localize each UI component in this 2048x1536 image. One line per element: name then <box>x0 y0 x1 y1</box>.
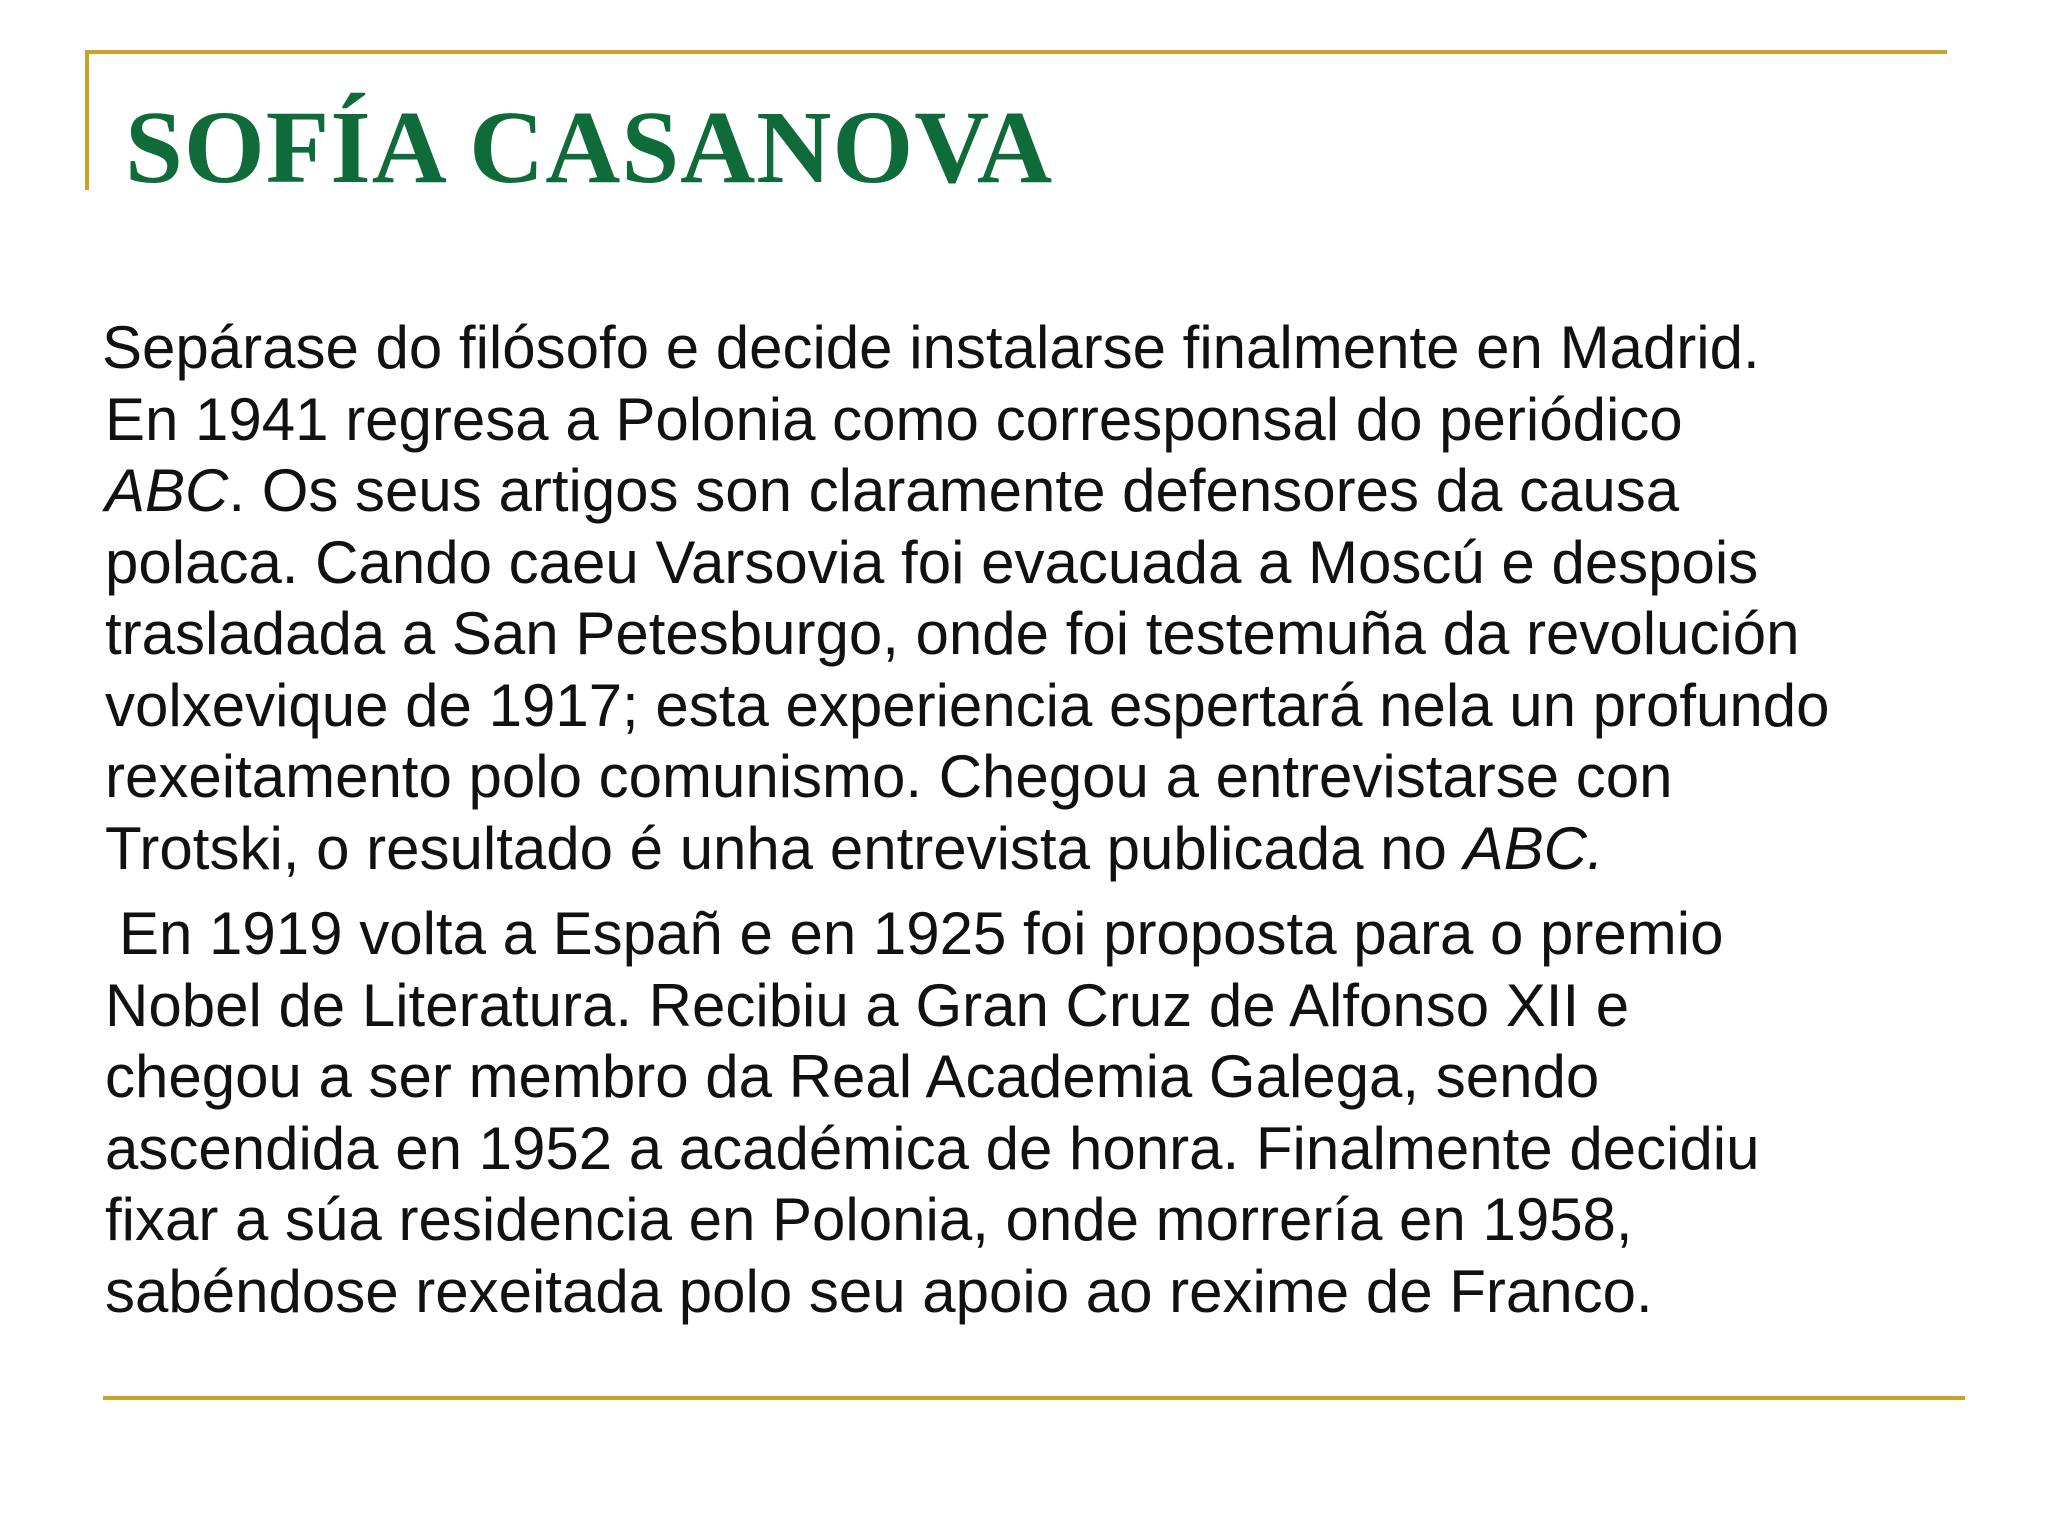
paragraph-1 <box>102 312 2025 884</box>
title-accent-bar <box>85 50 89 190</box>
paragraph-1-line-8-text: Trotski, o resultado é unha entrevista publicada no <box>105 814 1464 882</box>
paragraph-1-line-3 <box>105 455 2025 527</box>
abc-newspaper-name: ABC <box>105 457 229 524</box>
paragraph-1-line-5: trasladada a San Petesburgo, onde foi testemuña da revolución <box>105 600 1800 667</box>
paragraph-2-line-1: En 1919 volta a Españ e en 1925 foi proposta para o premio <box>119 900 1724 967</box>
slide-title: SOFÍA CASANOVA <box>125 90 1054 205</box>
paragraph-1-line-7: rexeitamento polo comunismo. Chegou a entrevistarse con <box>105 743 1673 810</box>
paragraph-2-line-5: fixar a súa residencia en Polonia, onde morrería en 1958, <box>105 1186 1633 1253</box>
paragraph-1-line-1: Sepárase do filósofo e decide instalarse finalmente en Madrid. <box>102 314 1760 381</box>
paragraph-2-line-4: ascendida en 1952 a académica de honra. Finalmente decidiu <box>105 1114 1760 1182</box>
paragraph-2-line-2: Nobel de Literatura. Recibiu a Gran Cruz de Alfonso XII e <box>105 971 1630 1039</box>
paragraph-1-line-8 <box>105 813 2025 885</box>
top-divider <box>85 50 1947 54</box>
paragraph-2-line-6: sabéndose rexeitada polo seu apoio ao rexime de Franco. <box>105 1257 1653 1325</box>
paragraph-2 <box>105 898 2025 1327</box>
paragraph-1-line-2: En 1941 regresa a Polonia como corresponsal do periódico <box>105 385 1683 453</box>
paragraph-1-line-6: volxevique de 1917; esta experiencia espertará nela un profundo <box>105 671 1830 739</box>
paragraph-1-line-4: polaca. Cando caeu Varsovia foi evacuada a Moscú e despois <box>105 528 1759 596</box>
paragraph-1-line-3-text: . Os seus artigos son claramente defensores da causa <box>228 457 1680 524</box>
paragraph-2-line-3: chegou a ser membro da Real Academia Galega, sendo <box>105 1043 1600 1110</box>
slide-body <box>102 312 2025 1327</box>
bottom-divider <box>103 1396 1965 1400</box>
abc-newspaper-name: ABC. <box>1463 814 1604 882</box>
